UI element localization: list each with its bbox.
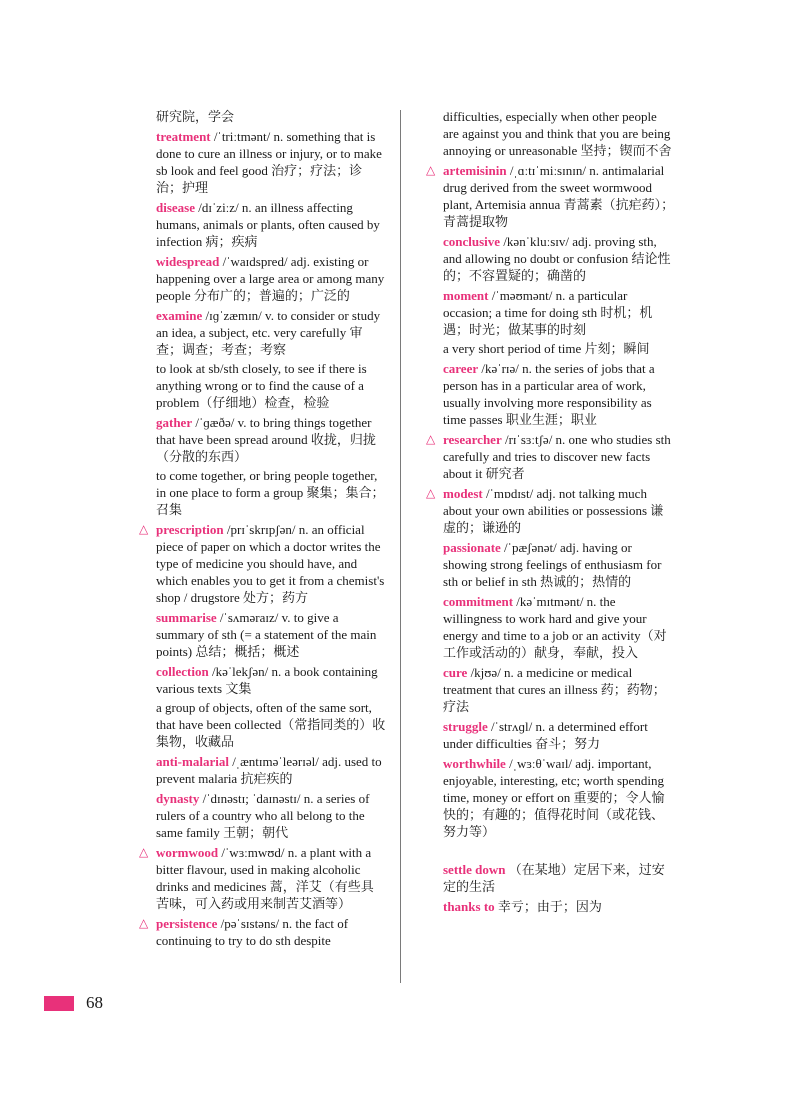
entry-main	[443, 431, 675, 482]
definition: /ˈdɪnəstɪ; ˈdaɪnəstɪ/ n. a series of rulers of a country who all belong to the same family 王朝；朝代	[156, 791, 370, 840]
phrase-list	[443, 861, 675, 915]
headword: modest	[443, 486, 483, 501]
entry-main	[156, 253, 386, 304]
entry-main	[443, 360, 675, 428]
entry-main	[156, 521, 386, 606]
page-number: 68	[86, 993, 103, 1012]
entry-main	[443, 233, 675, 284]
new-word-triangle-icon: △	[426, 163, 436, 177]
new-word-triangle-icon: △	[426, 486, 436, 500]
entry-continuation	[443, 108, 675, 159]
headword: prescription	[156, 522, 224, 537]
headword: worthwhile	[443, 756, 506, 771]
phrase-meaning: （在某地）定居下来，过安定的生活	[443, 862, 665, 894]
entry-widespread	[156, 253, 386, 304]
right-entries	[426, 108, 675, 840]
headword: wormwood	[156, 845, 219, 860]
headword: gather	[156, 415, 193, 430]
entry-main	[443, 162, 675, 230]
headword: cure	[443, 665, 468, 680]
entry-main	[156, 108, 386, 125]
definition: /ˈməʊmənt/ n. a particular occasion; a time for doing sth 时机；机遇；时光；做某事的时刻	[443, 288, 653, 337]
headword: summarise	[156, 610, 217, 625]
definition: /ˈsʌməraɪz/ v. to give a summary of sth (= a statement of the main points) 总结；概括；概述	[156, 610, 377, 659]
definition: /rɪˈsɜːtʃə/ n. one who studies sth carefully and tries to discover new facts about it 研究者	[443, 432, 671, 481]
entry-main	[156, 307, 386, 358]
headword: artemisinin	[443, 163, 507, 178]
definition: /ˈpæʃənət/ adj. having or showing strong feelings of enthusiasm for sth or belief in sth 热诚的；热情的	[443, 540, 662, 589]
phrase-settle-down	[443, 861, 675, 895]
entry-continuation	[156, 108, 386, 125]
left-column	[139, 108, 386, 952]
entry-main	[443, 287, 675, 338]
entry-main	[443, 485, 675, 536]
entry-gather	[156, 414, 386, 518]
definition: /ˈmɒdɪst/ adj. not talking much about your own abilities or possessions 谦虚的；谦逊的	[443, 486, 664, 535]
entry-disease	[156, 199, 386, 250]
headword: widespread	[156, 254, 220, 269]
entry-prescription	[139, 521, 386, 606]
entry-wormwood	[139, 844, 386, 912]
entry-worthwhile	[443, 755, 675, 840]
definition: /kənˈkluːsɪv/ adj. proving sth, and allowing no doubt or confusion 结论性的；不容置疑的；确凿的	[443, 234, 671, 283]
headword: persistence	[156, 916, 218, 931]
entry-main	[156, 128, 386, 196]
entry-main	[443, 593, 675, 661]
extra-sense: to come together, or bring people together, in one place to form a group 聚集；集合；召集	[156, 468, 385, 517]
headword: moment	[443, 288, 489, 303]
definition: /ˈɡæðə/ v. to bring things together that have been spread around 收拢，归拢（分散的东西）	[156, 415, 376, 464]
extra-sense: a very short period of time 片刻；瞬间	[443, 341, 650, 356]
headword: conclusive	[443, 234, 501, 249]
entry-collection	[156, 663, 386, 750]
entry-artemisinin	[426, 162, 675, 230]
definition: /ˌwɜːθˈwaɪl/ adj. important, enjoyable, interesting, etc; worth spending time, money or effort on 重要的；令人愉快的；有趣的；值得花时间（或花钱、努力等）	[443, 756, 665, 839]
entry-main	[443, 108, 675, 159]
entry-main	[156, 199, 386, 250]
entry-struggle	[443, 718, 675, 752]
definition: /ˌæntɪməˈleərɪəl/ adj. used to prevent malaria 抗疟疾的	[156, 754, 382, 786]
definition: /kəˈlekʃən/ n. a book containing various texts 文集	[156, 664, 378, 696]
entry-main	[156, 915, 386, 949]
new-word-triangle-icon: △	[139, 916, 149, 930]
entry-conclusive	[443, 233, 675, 284]
entry-main	[156, 414, 386, 465]
entry-main	[443, 755, 675, 840]
definition: /ˈtriːtmənt/ n. something that is done to cure an illness or injury, or to make sb look and feel good 治疗；疗法；诊治；护理	[156, 129, 382, 195]
entry-anti-malarial	[156, 753, 386, 787]
entry-main	[443, 718, 675, 752]
headword: collection	[156, 664, 209, 679]
column-divider	[400, 110, 401, 983]
entry-main	[156, 753, 386, 787]
entry-main	[443, 664, 675, 715]
right-column	[426, 108, 675, 918]
definition: /ɪɡˈzæmɪn/ v. to consider or study an idea, a subject, etc. very carefully 审查；调查；考查；考察	[156, 308, 381, 357]
definition: difficulties, especially when other people are against you and think that you are being annoying or unreasonable 坚持；锲而不舍	[443, 109, 672, 158]
entry-summarise	[156, 609, 386, 660]
entry-main	[156, 844, 386, 912]
entry-researcher	[426, 431, 675, 482]
definition: /pəˈsɪstəns/ n. the fact of continuing to try to do sth despite	[156, 916, 349, 948]
headword: career	[443, 361, 479, 376]
phrase-headword: thanks to	[443, 899, 495, 914]
headword: struggle	[443, 719, 488, 734]
entry-main	[156, 609, 386, 660]
definition: /ˈwaɪdspred/ adj. existing or happening over a large area or among many people 分布广的；普遍的；广泛的	[156, 254, 385, 303]
entry-dynasty	[156, 790, 386, 841]
definition: /ˈstrʌɡl/ n. a determined effort under difficulties 奋斗；努力	[443, 719, 648, 751]
entry-treatment	[156, 128, 386, 196]
entry-examine	[156, 307, 386, 411]
entry-persistence	[139, 915, 386, 949]
definition: /prɪˈskrɪpʃən/ n. an official piece of paper on which a doctor writes the type of medicine you should have, and which enables you to get it from a chemist's shop / drugstore 处方；药方	[156, 522, 385, 605]
new-word-triangle-icon: △	[139, 522, 149, 536]
phrase-thanks-to	[443, 898, 675, 915]
new-word-triangle-icon: △	[426, 432, 436, 446]
headword: passionate	[443, 540, 501, 555]
definition: /ˈwɜːmwʊd/ n. a plant with a bitter flavour, used in making alcoholic drinks and medicines 蒿，洋艾（有些具苦味，可入药或用来制苦艾酒等）	[156, 845, 374, 911]
definition: 研究院，学会	[156, 109, 235, 124]
headword: anti-malarial	[156, 754, 229, 769]
entry-main	[156, 790, 386, 841]
entry-modest	[426, 485, 675, 536]
headword: researcher	[443, 432, 502, 447]
entry-moment	[443, 287, 675, 357]
entry-career	[443, 360, 675, 428]
entry-main	[156, 663, 386, 697]
definition: /kəˈmɪtmənt/ n. the willingness to work hard and give your energy and time to a job or an activity（对工作或活动的）献身，奉献，投入	[443, 594, 667, 660]
extra-sense: a group of objects, often of the same sort, that have been collected（常指同类的）收集物，收藏品	[156, 700, 386, 749]
headword: treatment	[156, 129, 211, 144]
definition: /kəˈrɪə/ n. the series of jobs that a person has in a particular area of work, usually involving more responsibility as time passes 职业生涯；职业	[443, 361, 655, 427]
definition: /kjʊə/ n. a medicine or medical treatment that cures an illness 药；药物；疗法	[443, 665, 666, 714]
headword: disease	[156, 200, 195, 215]
entry-cure	[443, 664, 675, 715]
headword: dynasty	[156, 791, 200, 806]
headword: commitment	[443, 594, 514, 609]
definition: /ˌɑːtɪˈmiːsɪnɪn/ n. antimalarial drug derived from the sweet wormwood plant, Artemisia annua 青蒿素（抗疟药）；青蒿提取物	[443, 163, 675, 229]
definition: /dɪˈziːz/ n. an illness affecting humans, animals or plants, often caused by infection 病；疾病	[156, 200, 380, 249]
page-color-bar	[44, 996, 74, 1011]
entry-main	[443, 539, 675, 590]
new-word-triangle-icon: △	[139, 845, 149, 859]
entry-passionate	[443, 539, 675, 590]
headword: examine	[156, 308, 203, 323]
entry-commitment	[443, 593, 675, 661]
extra-sense: to look at sb/sth closely, to see if there is anything wrong or to find the cause of a problem（仔细地）检查，检验	[156, 361, 367, 410]
phrase-meaning: 幸亏；由于；因为	[497, 899, 602, 914]
phrase-gap	[443, 843, 675, 861]
phrase-headword: settle down	[443, 862, 506, 877]
